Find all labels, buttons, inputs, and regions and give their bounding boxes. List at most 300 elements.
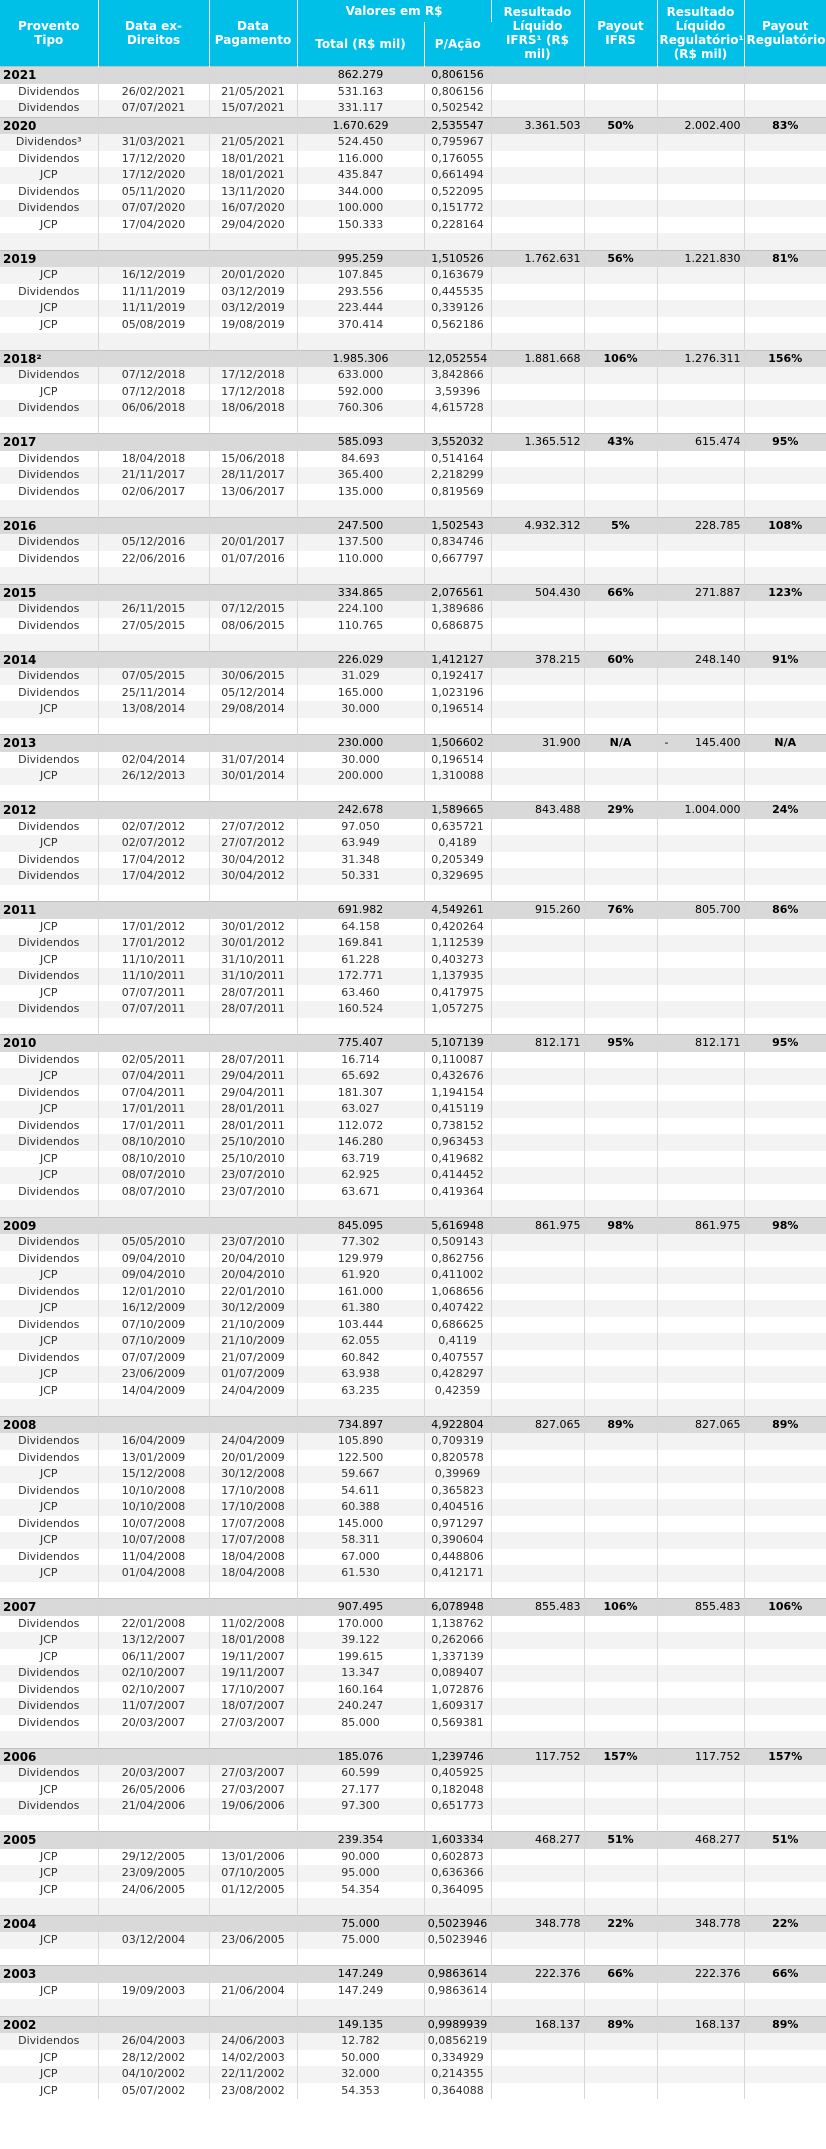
table-row: [0, 151, 826, 168]
provento-tipo: Dividendos: [0, 1698, 98, 1715]
year-summary-row: [0, 1832, 826, 1849]
empty-cell: [209, 1898, 297, 1915]
empty-cell: [657, 100, 744, 117]
empty-cell: [424, 333, 491, 350]
provento-tipo: Dividendos: [0, 484, 98, 501]
table-row: [0, 1483, 826, 1500]
empty-cell: [491, 1849, 584, 1866]
data-pagamento: 30/01/2012: [209, 919, 297, 936]
year-summary-row: [0, 735, 826, 752]
data-pagamento: 30/04/2012: [209, 852, 297, 869]
valor-total: 97.300: [297, 1798, 424, 1815]
year-resultado-ifrs: 915.260: [491, 902, 584, 919]
empty-cell: [584, 985, 657, 1002]
valor-total: 199.615: [297, 1649, 424, 1666]
data-pagamento: 21/10/2009: [209, 1333, 297, 1350]
empty-cell: [657, 400, 744, 417]
table-row: [0, 1134, 826, 1151]
empty-cell: [744, 317, 826, 334]
empty-cell: [584, 1731, 657, 1748]
empty-cell: [584, 1251, 657, 1268]
empty-cell: [0, 567, 98, 584]
empty-cell: [98, 517, 209, 534]
valor-total: 110.000: [297, 551, 424, 568]
data-pagamento: 24/04/2009: [209, 1433, 297, 1450]
empty-cell: [584, 534, 657, 551]
empty-cell: [491, 819, 584, 836]
table-row: [0, 1300, 826, 1317]
empty-cell: [491, 1466, 584, 1483]
empty-cell: [491, 852, 584, 869]
valor-p-acao: 0,971297: [424, 1516, 491, 1533]
empty-cell: [98, 1748, 209, 1765]
valor-total: 116.000: [297, 151, 424, 168]
valor-p-acao: 0,420264: [424, 919, 491, 936]
table-row: [0, 618, 826, 635]
empty-cell: [424, 500, 491, 517]
valor-p-acao: 0,795967: [424, 134, 491, 151]
empty-cell: [491, 1765, 584, 1782]
empty-cell: [491, 718, 584, 735]
year-resultado-regulatorio: [657, 117, 744, 134]
provento-tipo: Dividendos: [0, 551, 98, 568]
empty-cell: [657, 1849, 744, 1866]
data-ex-direitos: 08/10/2010: [98, 1151, 209, 1168]
spacer-row: [0, 1018, 826, 1035]
empty-cell: [657, 868, 744, 885]
empty-cell: [0, 1200, 98, 1217]
data-pagamento: 05/12/2014: [209, 685, 297, 702]
provento-tipo: Dividendos: [0, 1118, 98, 1135]
valor-p-acao: 0,407557: [424, 1350, 491, 1367]
empty-cell: [491, 1200, 584, 1217]
data-ex-direitos: 02/07/2012: [98, 819, 209, 836]
year-label: 2005: [0, 1832, 98, 1849]
table-row: [0, 935, 826, 952]
empty-cell: [209, 67, 297, 84]
empty-cell: [657, 1815, 744, 1832]
empty-cell: [657, 1001, 744, 1018]
empty-cell: [491, 835, 584, 852]
data-pagamento: 21/07/2009: [209, 1350, 297, 1367]
empty-cell: [744, 1849, 826, 1866]
empty-cell: [98, 67, 209, 84]
year-summary-row: [0, 1217, 826, 1234]
empty-cell: [424, 885, 491, 902]
year-payout-regulatorio: 106%: [744, 1599, 826, 1616]
data-ex-direitos: 09/04/2010: [98, 1267, 209, 1284]
empty-cell: [584, 1333, 657, 1350]
year-resultado-ifrs: 1.881.668: [491, 350, 584, 367]
empty-cell: [657, 718, 744, 735]
empty-cell: [657, 1665, 744, 1682]
year-label: 2013: [0, 735, 98, 752]
empty-cell: [209, 584, 297, 601]
empty-cell: [584, 701, 657, 718]
empty-cell: [0, 233, 98, 250]
data-pagamento: 17/10/2008: [209, 1499, 297, 1516]
year-p-acao: 5,616948: [424, 1217, 491, 1234]
data-pagamento: 01/12/2005: [209, 1882, 297, 1899]
spacer-row: [0, 1999, 826, 2016]
empty-cell: [584, 2033, 657, 2050]
table-row: [0, 534, 826, 551]
empty-cell: [98, 634, 209, 651]
empty-cell: [657, 1317, 744, 1334]
valor-total: 223.444: [297, 300, 424, 317]
data-pagamento: 29/04/2011: [209, 1085, 297, 1102]
empty-cell: [424, 634, 491, 651]
empty-cell: [657, 367, 744, 384]
year-payout-ifrs: 66%: [584, 1966, 657, 1983]
data-pagamento: 13/11/2020: [209, 184, 297, 201]
empty-cell: [657, 1898, 744, 1915]
year-payout-ifrs: 5%: [584, 517, 657, 534]
valor-p-acao: 0,365823: [424, 1483, 491, 1500]
empty-cell: [584, 1101, 657, 1118]
year-payout-regulatorio: N/A: [744, 735, 826, 752]
empty-cell: [424, 233, 491, 250]
empty-cell: [98, 1832, 209, 1849]
provento-tipo: JCP: [0, 1333, 98, 1350]
valor-p-acao: 0,42359: [424, 1383, 491, 1400]
empty-cell: [744, 1932, 826, 1949]
resultado-regulatorio-prefix: -: [664, 736, 669, 749]
empty-cell: [98, 1217, 209, 1234]
empty-cell: [491, 1018, 584, 1035]
empty-cell: [491, 1632, 584, 1649]
provento-tipo: Dividendos: [0, 100, 98, 117]
valor-p-acao: 0,686875: [424, 618, 491, 635]
empty-cell: [491, 1882, 584, 1899]
col-header-data-pagamento: Data Pagamento: [209, 0, 297, 67]
year-resultado-regulatorio: [657, 584, 744, 601]
empty-cell: [209, 1200, 297, 1217]
valor-total: 160.164: [297, 1682, 424, 1699]
data-ex-direitos: 07/07/2011: [98, 1001, 209, 1018]
empty-cell: [744, 167, 826, 184]
empty-cell: [491, 1300, 584, 1317]
empty-cell: [657, 1516, 744, 1533]
empty-cell: [744, 1200, 826, 1217]
resultado-regulatorio-value: 805.700: [695, 903, 741, 916]
data-ex-direitos: 06/11/2007: [98, 1649, 209, 1666]
resultado-regulatorio-value: 812.171: [695, 1036, 741, 1049]
col-header-data-ex: Data ex-Direitos: [98, 0, 209, 67]
year-payout-ifrs: 29%: [584, 802, 657, 819]
empty-cell: [491, 1167, 584, 1184]
provento-tipo: JCP: [0, 1466, 98, 1483]
provento-tipo: Dividendos: [0, 1516, 98, 1533]
table-row: [0, 1251, 826, 1268]
year-payout-ifrs: N/A: [584, 735, 657, 752]
data-ex-direitos: 23/09/2005: [98, 1865, 209, 1882]
empty-cell: [584, 451, 657, 468]
empty-cell: [491, 451, 584, 468]
empty-cell: [297, 785, 424, 802]
valor-total: 67.000: [297, 1549, 424, 1566]
data-pagamento: 23/07/2010: [209, 1184, 297, 1201]
empty-cell: [744, 785, 826, 802]
empty-cell: [491, 968, 584, 985]
table-row: [0, 551, 826, 568]
valor-total: 105.890: [297, 1433, 424, 1450]
year-resultado-ifrs: 378.215: [491, 651, 584, 668]
empty-cell: [584, 167, 657, 184]
empty-cell: [491, 1616, 584, 1633]
empty-cell: [744, 300, 826, 317]
year-resultado-regulatorio: [657, 1599, 744, 1616]
resultado-regulatorio-value: 827.065: [695, 1417, 741, 1431]
data-ex-direitos: 11/04/2008: [98, 1549, 209, 1566]
empty-cell: [491, 1184, 584, 1201]
data-ex-direitos: 02/04/2014: [98, 752, 209, 769]
valor-total: 63.460: [297, 985, 424, 1002]
empty-cell: [744, 1433, 826, 1450]
provento-tipo: JCP: [0, 317, 98, 334]
empty-cell: [657, 1234, 744, 1251]
valor-p-acao: 0,39969: [424, 1466, 491, 1483]
empty-cell: [584, 100, 657, 117]
empty-cell: [584, 1001, 657, 1018]
empty-cell: [657, 885, 744, 902]
valor-p-acao: 0,403273: [424, 952, 491, 969]
valor-p-acao: 0,4189: [424, 835, 491, 852]
data-pagamento: 07/12/2015: [209, 601, 297, 618]
table-row: [0, 134, 826, 151]
provento-tipo: JCP: [0, 2050, 98, 2067]
year-resultado-regulatorio: [657, 250, 744, 267]
empty-cell: [491, 233, 584, 250]
data-pagamento: 25/10/2010: [209, 1151, 297, 1168]
empty-cell: [491, 1582, 584, 1599]
empty-cell: [491, 601, 584, 618]
valor-p-acao: 0,562186: [424, 317, 491, 334]
empty-cell: [584, 1151, 657, 1168]
table-row: [0, 2033, 826, 2050]
empty-cell: [491, 200, 584, 217]
valor-p-acao: 0,364088: [424, 2083, 491, 2100]
table-row: [0, 1001, 826, 1018]
empty-cell: [657, 785, 744, 802]
year-total: 995.259: [297, 250, 424, 267]
data-pagamento: 27/03/2007: [209, 1765, 297, 1782]
empty-cell: [744, 200, 826, 217]
resultado-regulatorio-value: 1.276.311: [684, 351, 741, 365]
empty-cell: [744, 1616, 826, 1633]
empty-cell: [424, 1898, 491, 1915]
empty-cell: [657, 685, 744, 702]
year-payout-ifrs: 66%: [584, 584, 657, 601]
empty-cell: [297, 500, 424, 517]
valor-total: 165.000: [297, 685, 424, 702]
empty-cell: [657, 2033, 744, 2050]
valor-total: 60.842: [297, 1350, 424, 1367]
provento-tipo: JCP: [0, 768, 98, 785]
empty-cell: [98, 1200, 209, 1217]
empty-cell: [584, 1483, 657, 1500]
provento-tipo: JCP: [0, 2083, 98, 2100]
year-total: 147.249: [297, 1966, 424, 1983]
empty-cell: [491, 1333, 584, 1350]
provento-tipo: JCP: [0, 167, 98, 184]
empty-cell: [584, 1782, 657, 1799]
year-payout-ifrs: 106%: [584, 350, 657, 367]
empty-cell: [584, 885, 657, 902]
empty-cell: [584, 1649, 657, 1666]
valor-p-acao: 0,862756: [424, 1251, 491, 1268]
empty-cell: [744, 1549, 826, 1566]
provento-tipo: JCP: [0, 1865, 98, 1882]
year-label: 2010: [0, 1035, 98, 1052]
provento-tipo: JCP: [0, 1849, 98, 1866]
empty-cell: [0, 333, 98, 350]
empty-cell: [491, 952, 584, 969]
year-resultado-ifrs: 861.975: [491, 1217, 584, 1234]
empty-cell: [98, 417, 209, 434]
empty-cell: [657, 1284, 744, 1301]
valor-p-acao: 0,667797: [424, 551, 491, 568]
empty-cell: [98, 1582, 209, 1599]
data-pagamento: 29/08/2014: [209, 701, 297, 718]
year-label: 2007: [0, 1599, 98, 1616]
empty-cell: [584, 1118, 657, 1135]
year-resultado-regulatorio: [657, 350, 744, 367]
table-row: [0, 968, 826, 985]
table-row: [0, 1383, 826, 1400]
year-payout-regulatorio: 91%: [744, 651, 826, 668]
empty-cell: [584, 233, 657, 250]
empty-cell: [584, 1167, 657, 1184]
table-row: [0, 601, 826, 618]
data-pagamento: 19/06/2006: [209, 1798, 297, 1815]
valor-p-acao: 0,415119: [424, 1101, 491, 1118]
empty-cell: [584, 1399, 657, 1416]
provento-tipo: Dividendos: [0, 1251, 98, 1268]
data-ex-direitos: 11/10/2011: [98, 952, 209, 969]
valor-total: 146.280: [297, 1134, 424, 1151]
valor-p-acao: 0,820578: [424, 1450, 491, 1467]
provento-tipo: Dividendos: [0, 968, 98, 985]
empty-cell: [657, 1433, 744, 1450]
empty-cell: [744, 1731, 826, 1748]
data-ex-direitos: 05/11/2020: [98, 184, 209, 201]
data-ex-direitos: 21/11/2017: [98, 467, 209, 484]
empty-cell: [584, 1665, 657, 1682]
provento-tipo: JCP: [0, 1632, 98, 1649]
valor-total: 161.000: [297, 1284, 424, 1301]
year-label: 2008: [0, 1416, 98, 1433]
resultado-regulatorio-value: 222.376: [695, 1967, 741, 1980]
empty-cell: [744, 601, 826, 618]
empty-cell: [584, 1450, 657, 1467]
empty-cell: [584, 417, 657, 434]
provento-tipo: JCP: [0, 1101, 98, 1118]
empty-cell: [491, 1798, 584, 1815]
empty-cell: [209, 233, 297, 250]
provento-tipo: JCP: [0, 1267, 98, 1284]
data-ex-direitos: 20/03/2007: [98, 1765, 209, 1782]
valor-total: 54.353: [297, 2083, 424, 2100]
empty-cell: [744, 819, 826, 836]
empty-cell: [657, 384, 744, 401]
empty-cell: [491, 785, 584, 802]
empty-cell: [744, 1698, 826, 1715]
table-row: [0, 1698, 826, 1715]
provento-tipo: Dividendos: [0, 1284, 98, 1301]
provento-tipo: Dividendos: [0, 852, 98, 869]
empty-cell: [657, 1483, 744, 1500]
spacer-row: [0, 1898, 826, 1915]
valor-total: 30.000: [297, 752, 424, 769]
year-summary-row: [0, 584, 826, 601]
data-pagamento: 08/06/2015: [209, 618, 297, 635]
empty-cell: [584, 1565, 657, 1582]
table-row: [0, 284, 826, 301]
empty-cell: [98, 885, 209, 902]
empty-cell: [584, 668, 657, 685]
empty-cell: [657, 134, 744, 151]
empty-cell: [491, 1134, 584, 1151]
year-p-acao: 1,510526: [424, 250, 491, 267]
empty-cell: [744, 634, 826, 651]
empty-cell: [98, 1999, 209, 2016]
empty-cell: [98, 233, 209, 250]
empty-cell: [744, 134, 826, 151]
data-pagamento: 20/04/2010: [209, 1251, 297, 1268]
empty-cell: [209, 1731, 297, 1748]
provento-tipo: Dividendos: [0, 618, 98, 635]
empty-cell: [0, 634, 98, 651]
valor-p-acao: 0,522095: [424, 184, 491, 201]
table-row: [0, 1466, 826, 1483]
empty-cell: [744, 919, 826, 936]
valor-total: 27.177: [297, 1782, 424, 1799]
data-ex-direitos: 16/12/2019: [98, 267, 209, 284]
provento-tipo: Dividendos: [0, 1184, 98, 1201]
valor-p-acao: 0,419364: [424, 1184, 491, 1201]
provento-tipo: Dividendos³: [0, 134, 98, 151]
provento-tipo: Dividendos: [0, 534, 98, 551]
empty-cell: [584, 300, 657, 317]
year-resultado-regulatorio: [657, 1035, 744, 1052]
provento-tipo: JCP: [0, 300, 98, 317]
resultado-regulatorio-value: 348.778: [695, 1916, 741, 1930]
empty-cell: [491, 1731, 584, 1748]
empty-cell: [744, 1466, 826, 1483]
empty-cell: [209, 1949, 297, 1966]
empty-cell: [584, 835, 657, 852]
year-summary-row: [0, 802, 826, 819]
empty-cell: [98, 500, 209, 517]
empty-cell: [584, 400, 657, 417]
valor-total: 85.000: [297, 1715, 424, 1732]
year-label: 2019: [0, 250, 98, 267]
empty-cell: [744, 1532, 826, 1549]
table-row: [0, 1085, 826, 1102]
year-resultado-regulatorio: [657, 1832, 744, 1849]
data-ex-direitos: 26/05/2006: [98, 1782, 209, 1799]
empty-cell: [584, 1134, 657, 1151]
data-pagamento: 13/06/2017: [209, 484, 297, 501]
empty-cell: [657, 233, 744, 250]
empty-cell: [491, 919, 584, 936]
spacer-row: [0, 1815, 826, 1832]
empty-cell: [657, 333, 744, 350]
provento-tipo: JCP: [0, 1983, 98, 2000]
data-pagamento: 18/01/2021: [209, 167, 297, 184]
empty-cell: [491, 1983, 584, 2000]
